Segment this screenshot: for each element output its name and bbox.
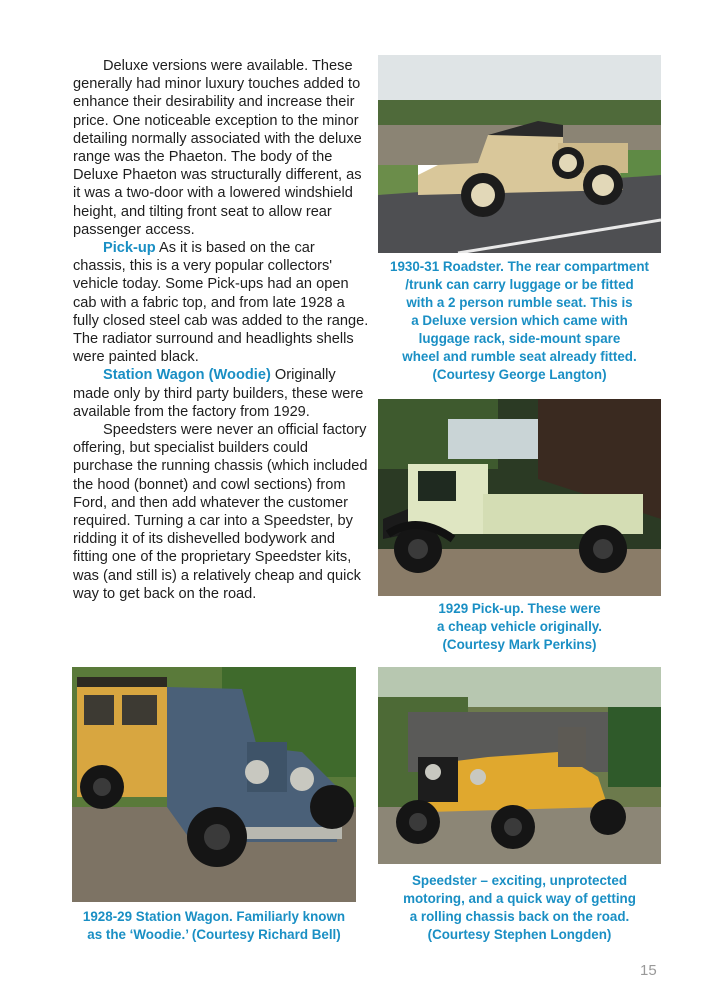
- pickup-photo: [378, 399, 661, 596]
- paragraph-pickup: [73, 239, 369, 366]
- pickup-text: As it is based on the car chassis, this is a very popular collectors' vehicle today. Some Pick-ups had an open cab with a fabric top, and from late 1928 a fully closed steel cab was added to the range. The radiator surround and headlights shells were painted black.: [73, 240, 369, 366]
- speedster-photo: [378, 667, 661, 864]
- pickup-heading: Pick-up: [103, 240, 156, 257]
- station-wagon-text: Originally made only by third party builders, these were available from the factory from 1929.: [73, 367, 364, 420]
- paragraph-station-wagon: [73, 366, 369, 421]
- station-wagon-heading: Station Wagon (Woodie): [103, 367, 271, 384]
- pickup-caption: 1929 Pick-up. These were a cheap vehicle originally. (Courtesy Mark Perkins): [437, 601, 602, 652]
- page-number: 15: [640, 962, 657, 979]
- speedster-caption: Speedster – exciting, unprotected motoring, and a quick way of getting a rolling chassis back on the road. (Courtesy Stephen Longden): [403, 873, 636, 942]
- paragraph-speedster: Speedsters were never an official factory offering, but specialist builders could purchase the running chassis (which included the hood (bonnet) and cowl sections) from Ford, and then add whatever the customer required. Turning a car into a Speedster, by ridding it of its dishevelled bodywork and fitting one of the proprietary Speedster kits, was (and still is) a relatively cheap and quick way to get back on the road.: [73, 422, 368, 602]
- paragraph-deluxe: Deluxe versions were available. These generally had minor luxury touches added to enhance their desirability and increase their price. One noticeable exception to the minor detailing normally associated with the deluxe range was the Phaeton. The body of the Deluxe Phaeton was structurally different, as it was a two-door with a lowered windshield height, and tilting front seat to allow rear passenger access.: [73, 58, 362, 238]
- body-text-column: [73, 57, 369, 603]
- roadster-photo: [378, 55, 661, 253]
- station-wagon-photo: [72, 667, 356, 902]
- roadster-caption: 1930-31 Roadster. The rear compartment /trunk can carry luggage or be fitted with a 2 person rumble seat. This is a Deluxe version which came with luggage rack, side-mount spare wheel and rumble seat already fitted. (Courtesy George Langton): [390, 259, 649, 382]
- station-wagon-caption: 1928-29 Station Wagon. Familiarly known as the ‘Woodie.’ (Courtesy Richard Bell): [82, 909, 346, 942]
